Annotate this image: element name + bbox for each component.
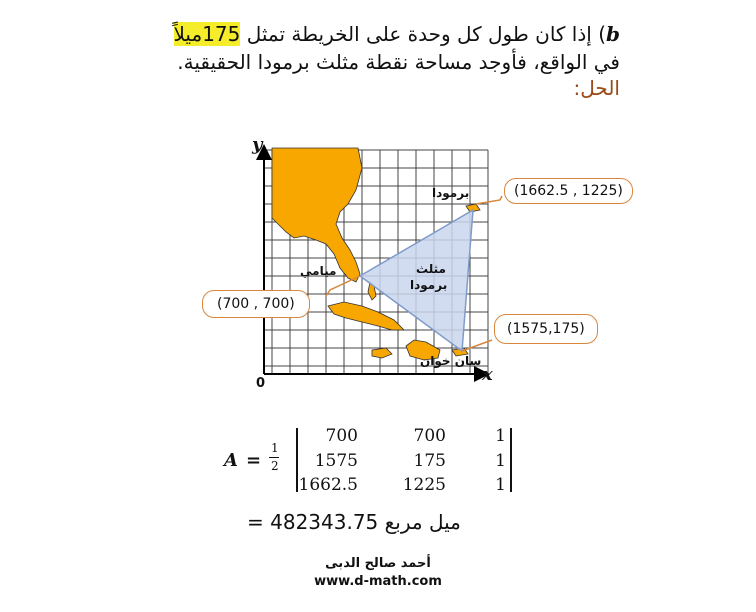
bermuda-coordinate-callout: (1662.5 , 1225) — [504, 178, 633, 204]
matrix-cell: 1 — [495, 475, 506, 495]
north-america-land — [272, 148, 362, 282]
question-text-1: إذا كان طول كل وحدة على الخريطة تمثل — [240, 22, 592, 46]
fraction-numerator: 1 — [271, 441, 279, 455]
matrix-cell: 1662.5 — [298, 475, 358, 495]
website-credit: www.d-math.com — [314, 574, 442, 589]
part-label: b — [606, 22, 620, 46]
jamaica-land — [372, 348, 392, 358]
x-axis-label: x — [482, 364, 493, 385]
matrix-cell: 700 — [413, 426, 446, 446]
fraction-bar — [269, 457, 279, 458]
sanjuan-coordinate-callout: (1575,175) — [494, 314, 598, 344]
question-line-2: في الواقع، فأوجد مساحة نقطة مثلث برمودا الحقيقية. — [177, 50, 620, 74]
san-juan-label: سان خوان — [420, 354, 482, 368]
author-name: أحمد صالح الدبى — [325, 556, 431, 571]
solution-label: الحل: — [573, 76, 620, 100]
part-paren: ) — [598, 22, 607, 46]
determinant-right-bar — [510, 428, 512, 492]
y-axis-label: y — [252, 134, 263, 155]
highlighted-distance: 175ميلاً — [173, 22, 241, 46]
area-result — [247, 510, 461, 534]
fraction-denominator: 2 — [271, 459, 279, 473]
matrix-cell: 1225 — [402, 475, 446, 495]
matrix-cell: 1 — [495, 426, 506, 446]
result-unit: ميل مربع — [384, 510, 461, 534]
triangle-label-line-2: برمودا — [410, 278, 448, 292]
bermuda-label: برمودا — [432, 186, 470, 200]
matrix-cell: 700 — [325, 426, 358, 446]
result-prefix: = — [247, 510, 271, 534]
triangle-label-line-1: مثلث — [416, 262, 446, 276]
cuba-land — [328, 302, 404, 330]
area-symbol: A — [224, 450, 238, 471]
miami-label: ميامي — [300, 264, 337, 278]
result-value: 482343.75 — [270, 510, 379, 534]
matrix-cell: 175 — [413, 451, 446, 471]
matrix-cell: 1 — [495, 451, 506, 471]
matrix-cell: 1575 — [314, 451, 358, 471]
equals-sign: = — [246, 450, 262, 471]
bermuda-callout-pointer — [476, 196, 502, 204]
origin-label: 0 — [256, 376, 266, 391]
miami-callout-pointer — [326, 276, 360, 296]
miami-coordinate-callout: (700 , 700) — [202, 290, 310, 318]
